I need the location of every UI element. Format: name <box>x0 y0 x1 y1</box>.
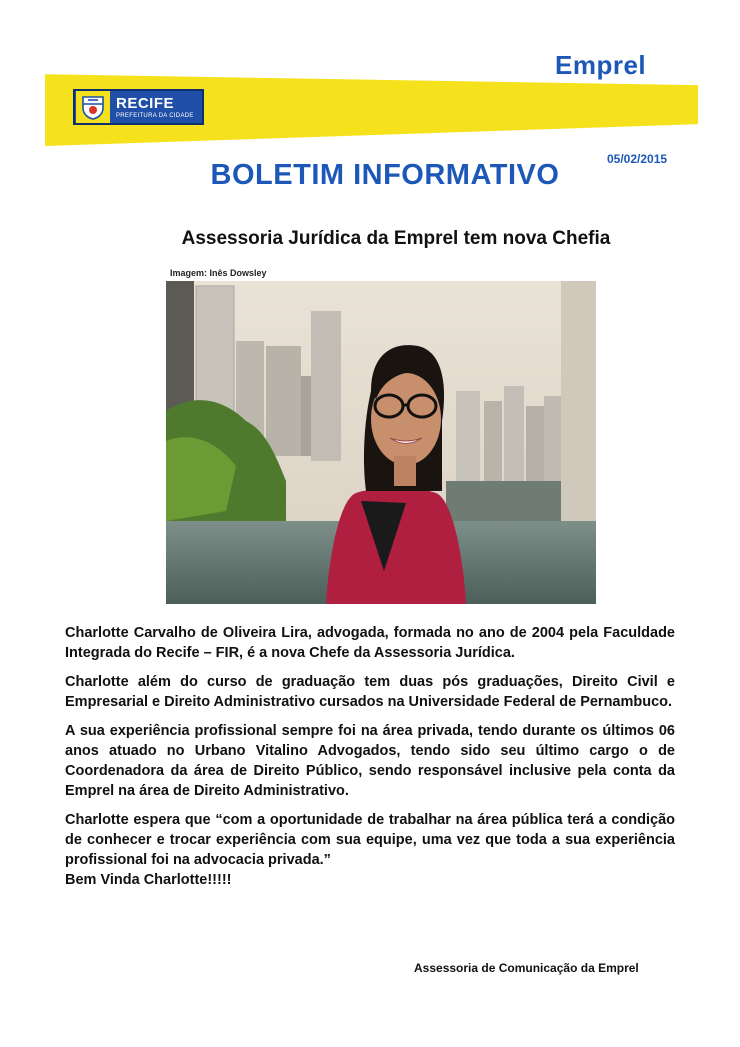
paragraph-4: Charlotte espera que “com a oportunidade de trabalhar na área pública terá a condição de conhecer e trocar experiência com sua equipe, uma vez que toda a sua experiência profissional foi na advocacia privada.” <box>65 812 675 868</box>
bulletin-title: BOLETIM INFORMATIVO <box>210 159 560 191</box>
portrait-photo <box>166 281 596 604</box>
recife-logo <box>73 89 204 125</box>
article-body <box>65 623 675 899</box>
paragraph-3: A sua experiência profissional sempre foi na área privada, tendo durante os últimos 06 anos atuado no Urbano Vitalino Advogados, tendo sido seu último cargo o de Coordenadora da área de Direito Público, sendo responsável inclusive pela conta da Emprel na área de Direito Administrativo. <box>65 723 675 799</box>
image-credit: Imagem: Inês Dowsley <box>170 268 267 278</box>
bulletin-date: 05/02/2015 <box>607 152 668 166</box>
paragraph-1: Charlotte Carvalho de Oliveira Lira, advogada, formada no ano de 2004 pela Faculdade Integrada do Recife – FIR, é a nova Chefe da Assessoria Jurídica. <box>65 625 675 661</box>
emprel-logo: Emprel <box>555 50 647 80</box>
paragraph-2: Charlotte além do curso de graduação tem duas pós graduações, Direito Civil e Empresarial e Direito Administrativo cursados na Universidade Federal de Pernambuco. <box>65 674 675 710</box>
signature: Assessoria de Comunicação da Emprel <box>414 961 639 975</box>
closing-line: Bem Vinda Charlotte!!!!! <box>65 872 232 888</box>
recife-crest-icon <box>76 91 110 123</box>
logo-city-name: RECIFE <box>116 94 175 112</box>
logo-subtitle: PREFEITURA DA CIDADE <box>116 112 194 119</box>
article-headline: Assessoria Jurídica da Emprel tem nova Chefia <box>181 228 611 249</box>
